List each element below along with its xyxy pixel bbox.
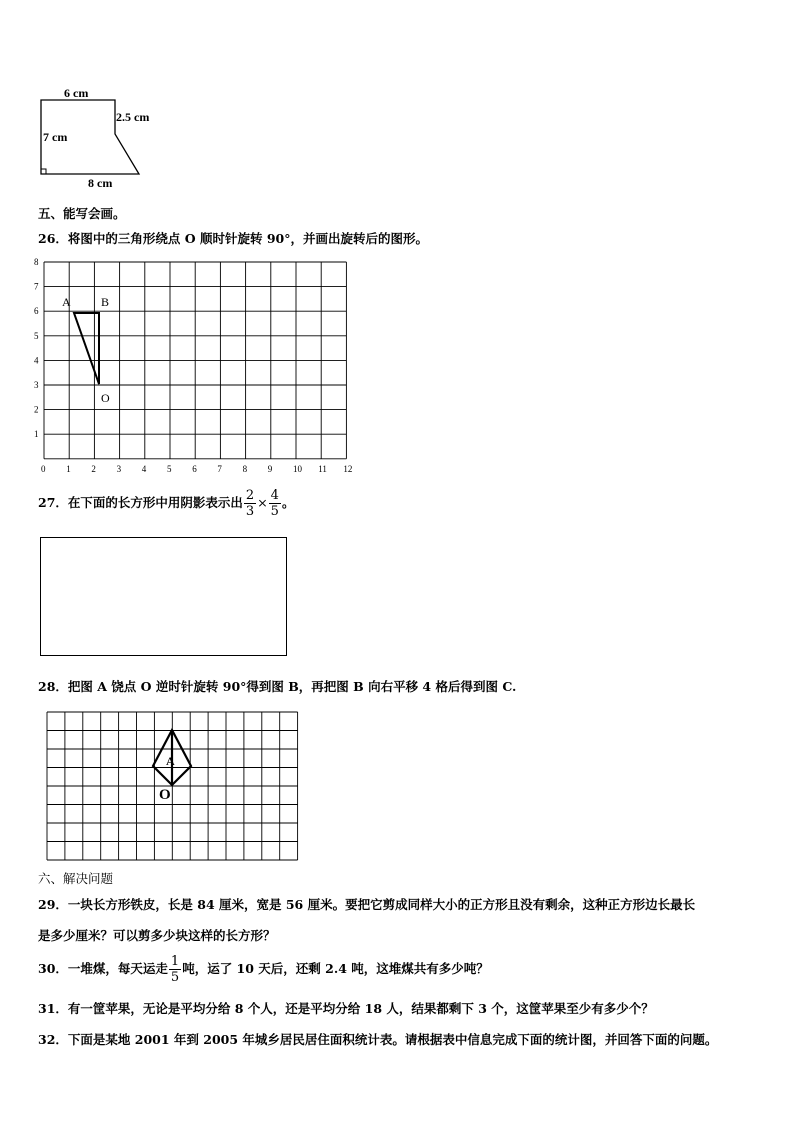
grid26-x-tick: 6 <box>192 463 197 474</box>
trapezoid-right-label: 2.5 cm <box>116 110 150 124</box>
trapezoid-figure <box>30 84 170 190</box>
q30-prefix: 30．一堆煤，每天运走 <box>38 961 168 976</box>
question-29-line1: 29．一块长方形铁皮，长是 84 厘米，宽是 56 厘米。要把它剪成同样大小的正方形且没有剩余，这种正方形边长最长 <box>38 897 696 912</box>
grid26-y-tick: 2 <box>34 404 39 415</box>
shape-a-label: A <box>166 754 175 768</box>
grid26-x-tick: 2 <box>91 463 96 474</box>
grid26-y-tick: 6 <box>34 306 39 317</box>
grid26-x-tick: 12 <box>343 463 353 474</box>
question-28-text: 28．把图 A 饶点 O 逆时针旋转 90°得到图 B，再把图 B 向右平移 4 格后得到图 C. <box>38 679 517 694</box>
grid26-x-tick: 7 <box>217 463 222 474</box>
q27-prefix: 27．在下面的长方形中用阴影表示出 <box>38 495 243 510</box>
fraction-one-fifth <box>169 954 181 985</box>
fraction-two-thirds <box>244 488 256 519</box>
trapezoid-bottom-label: 8 cm <box>88 176 113 190</box>
blank-rectangle[interactable] <box>40 537 287 656</box>
right-angle-mark <box>41 169 46 174</box>
frac1-numerator: 2 <box>245 488 255 503</box>
grid26-y-tick: 8 <box>34 258 39 267</box>
grid26-x-tick: 5 <box>167 463 172 474</box>
grid26-y-tick: 7 <box>34 281 39 292</box>
times-sign: × <box>257 495 268 510</box>
grid26-y-tick: 3 <box>34 380 39 390</box>
point-b-label: B <box>101 295 110 309</box>
grid26-x-tick: 9 <box>267 463 273 474</box>
frac1-denominator: 3 <box>245 504 255 519</box>
question-29-line2: 是多少厘米？可以剪多少块这样的长方形？ <box>38 928 276 943</box>
grid26-x-tick: 3 <box>116 463 122 474</box>
q30-suffix: 吨，运了 10 天后，还剩 2.4 吨，这堆煤共有多少吨？ <box>182 961 489 976</box>
point-o-label: O <box>101 391 110 405</box>
question-32-text: 32．下面是某地 2001 年到 2005 年城乡居民居住面积统计表。请根据表中信息完成下面的统计图，并回答下面的问题。 <box>38 1032 718 1047</box>
question-30-text <box>38 954 489 985</box>
q30-denominator: 5 <box>170 970 180 985</box>
rotation-grid-q28 <box>44 709 302 861</box>
question-26-text: 26．将图中的三角形绕点 O 顺时针旋转 90°，并画出旋转后的图形。 <box>38 231 428 246</box>
trapezoid-left-label: 7 cm <box>43 130 68 144</box>
grid26-x-tick: 8 <box>242 463 248 474</box>
trapezoid-top-label: 6 cm <box>64 86 89 100</box>
q27-suffix: 。 <box>281 495 295 510</box>
frac2-denominator: 5 <box>270 504 279 519</box>
grid26-y-tick: 4 <box>34 355 39 366</box>
question-31-text: 31．有一筐苹果，无论是平均分给 8 个人，还是平均分给 18 人，结果都剩下 3 个，这筐苹果至少有多少个？ <box>38 1001 654 1016</box>
rotation-grid-q26 <box>34 258 364 476</box>
frac2-numerator: 4 <box>270 488 279 503</box>
section-five-heading: 五、能写会画。 <box>38 206 126 221</box>
grid26-y-tick: 1 <box>34 429 39 440</box>
section-six-heading: 六、解决问题 <box>38 871 114 886</box>
question-27-text <box>38 488 294 519</box>
grid26-x-tick: 10 <box>293 463 302 474</box>
grid26-x-tick: 4 <box>141 463 147 474</box>
grid26-y-tick: 5 <box>34 330 39 341</box>
point-o-label-q28: O <box>159 787 171 803</box>
grid26-x-tick: 1 <box>66 463 71 474</box>
q30-numerator: 1 <box>170 954 180 969</box>
point-a-label: A <box>62 295 71 309</box>
grid26-x-tick: 11 <box>318 463 327 474</box>
fraction-four-fifths <box>269 488 281 519</box>
triangle-abo <box>74 313 99 384</box>
grid26-x-tick: 0 <box>41 463 46 474</box>
